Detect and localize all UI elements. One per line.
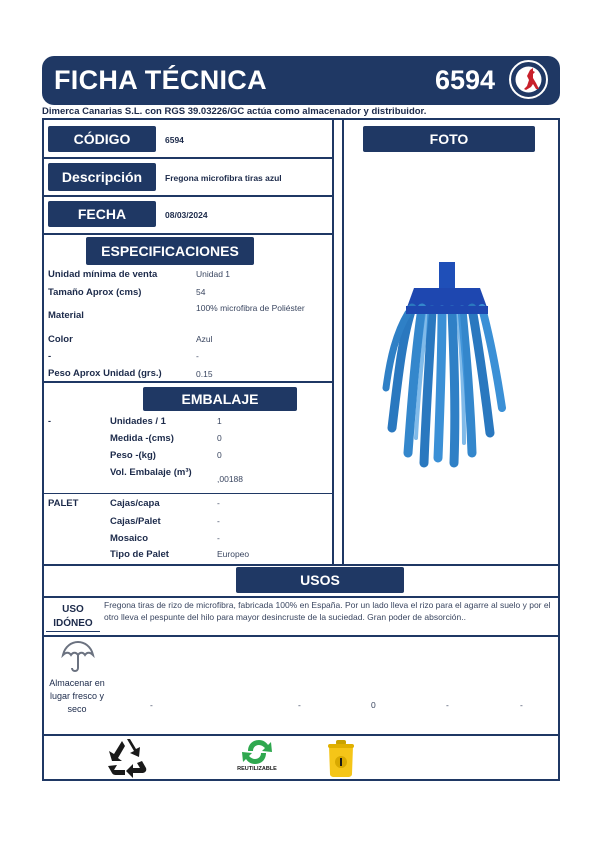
- palet-value: -: [217, 533, 220, 543]
- distributor-note: Dimerca Canarias S.L. con RGS 39.03226/GC actúa como almacenador y distribuidor.: [42, 106, 427, 117]
- section-divider: [42, 564, 560, 566]
- section-divider: [42, 734, 560, 736]
- spec-label: -: [48, 351, 52, 362]
- yellow-bin-icon: [324, 738, 358, 778]
- embalaje-label: Unidades / 1: [110, 416, 166, 427]
- uso-underline: [46, 631, 100, 632]
- spec-label: Unidad mínima de venta: [48, 269, 158, 280]
- icon-value: -: [150, 700, 153, 710]
- column-divider: [332, 118, 334, 564]
- header-banner: [42, 56, 560, 105]
- embalaje-value: 0: [217, 433, 222, 443]
- palet-label: Cajas/Palet: [110, 516, 161, 527]
- palet-group-label: PALET: [48, 498, 79, 509]
- embalaje-value: 1: [217, 416, 222, 426]
- umbrella-icon: [60, 639, 96, 675]
- spec-label: Material: [48, 310, 84, 321]
- column-divider-2: [342, 118, 344, 564]
- palet-divider: [42, 493, 332, 494]
- product-code-title: 6594: [435, 65, 496, 95]
- spec-label: Tamaño Aprox (cms): [48, 287, 142, 298]
- spec-value: 54: [196, 287, 206, 297]
- fecha-value: 08/03/2024: [165, 210, 208, 220]
- fecha-label: FECHA: [48, 201, 156, 227]
- foto-label: FOTO: [363, 126, 535, 152]
- uso-description: Fregona tiras de rizo de microfibra, fabricada 100% en España. Por un lado lleva el rizo para el agarre al suelo y por el otro lleva el pespunte del hilo para mayor desincruste de la suciedad. Gran poder de absorción..: [104, 600, 551, 622]
- icon-value: -: [298, 700, 301, 710]
- codigo-label: CÓDIGO: [48, 126, 156, 152]
- row-divider: [42, 195, 332, 197]
- embalaje-label: Vol. Embalaje (m³): [110, 467, 192, 478]
- descripcion-label: Descripción: [48, 163, 156, 191]
- spec-label: Peso Aprox Unidad (grs.): [48, 368, 162, 379]
- product-photo: [372, 258, 522, 470]
- uso-idoneo-label: USO IDÓNEO: [53, 604, 93, 629]
- embalaje-group-label: -: [48, 416, 51, 426]
- embalaje-value: ,00188: [217, 474, 243, 484]
- palet-value: -: [217, 498, 220, 508]
- reusable-icon: [234, 737, 280, 777]
- usos-title: USOS: [236, 567, 404, 593]
- recycle-icon: [105, 737, 149, 779]
- descripcion-value: Fregona microfibra tiras azul: [165, 173, 282, 183]
- codigo-value: 6594: [165, 135, 184, 145]
- storage-label: Almacenar en lugar fresco y seco: [49, 678, 105, 714]
- section-divider: [42, 381, 332, 383]
- palet-value: -: [217, 516, 220, 526]
- spec-value: -: [196, 351, 199, 361]
- palet-value: Europeo: [217, 549, 250, 559]
- spec-label: Color: [48, 334, 73, 345]
- section-divider: [42, 635, 560, 637]
- icon-value: 0: [371, 700, 376, 710]
- spec-value: 100% microfibra de Poliéster: [196, 303, 305, 313]
- icon-value: -: [520, 700, 523, 710]
- section-divider: [42, 596, 560, 598]
- reusable-label: REUTILIZABLE: [237, 766, 277, 772]
- row-divider: [42, 157, 332, 159]
- document-title: FICHA TÉCNICA: [54, 65, 267, 95]
- palet-label: Mosaico: [110, 533, 149, 544]
- spec-value: 0.15: [196, 369, 213, 379]
- embalaje-label: Medida -(cms): [110, 433, 174, 444]
- spec-value: Azul: [196, 334, 213, 344]
- embalaje-title: EMBALAJE: [143, 387, 297, 411]
- especificaciones-title: ESPECIFICACIONES: [86, 237, 254, 265]
- row-divider: [42, 233, 332, 235]
- palet-label: Tipo de Palet: [110, 549, 169, 560]
- icon-value: -: [446, 700, 449, 710]
- kangaroo-logo-icon: [509, 60, 548, 99]
- embalaje-value: 0: [217, 450, 222, 460]
- spec-value: Unidad 1: [196, 269, 231, 279]
- palet-label: Cajas/capa: [110, 498, 160, 509]
- embalaje-label: Peso -(kg): [110, 450, 156, 461]
